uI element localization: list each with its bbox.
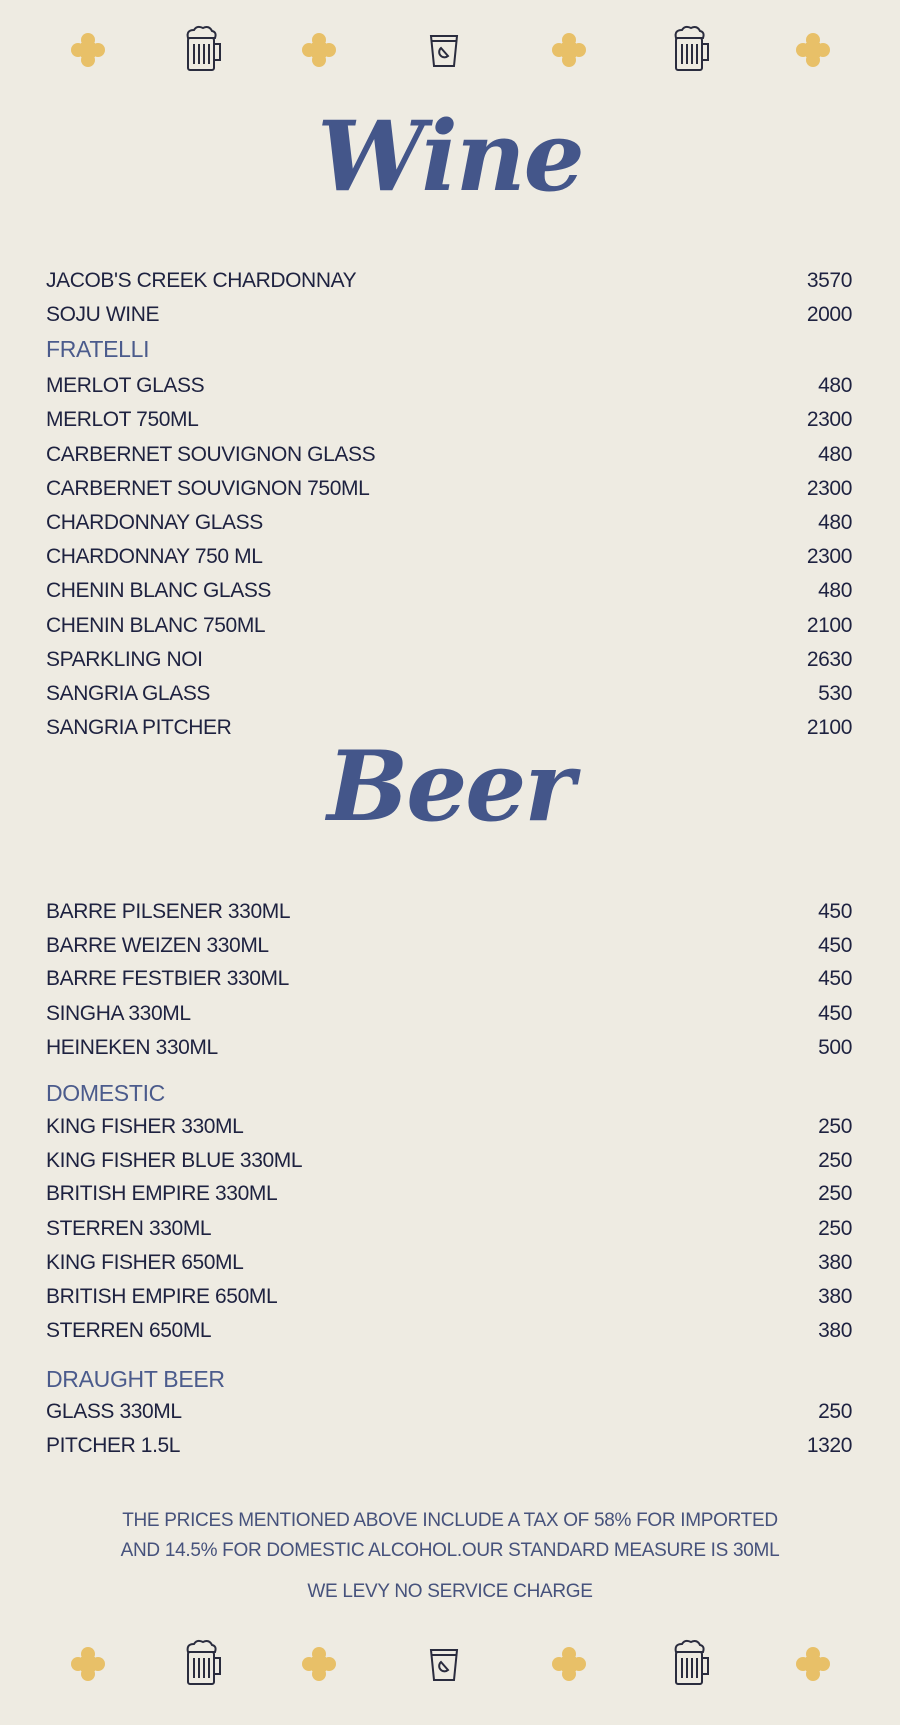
item-price: 250 [818,1182,852,1205]
item-name: MERLOT 750ML [46,408,199,431]
service-charge-note: WE LEVY NO SERVICE CHARGE [307,1581,593,1602]
item-price: 450 [818,967,852,990]
cross-ornament-icon [294,22,344,78]
item-name: CHENIN BLANC 750ML [46,614,266,637]
item-price: 250 [818,1115,852,1138]
domestic-heading: DOMESTIC [46,1080,165,1106]
menu-item [46,405,852,435]
item-price: 380 [818,1251,852,1274]
item-name: KING FISHER 650ML [46,1251,244,1274]
cross-ornament-icon [788,1636,838,1692]
item-price: 480 [818,443,852,466]
cross-ornament-icon [63,22,113,78]
item-name: STERREN 330ML [46,1217,212,1240]
item-name: BARRE PILSENER 330ML [46,900,291,923]
item-name: GLASS 330ML [46,1400,182,1423]
item-price: 250 [818,1400,852,1423]
item-name: CARBERNET SOUVIGNON 750ML [46,477,370,500]
glass-tumbler-icon [419,1636,469,1692]
item-name: SPARKLING NOI [46,648,203,671]
menu-item [46,266,852,296]
beer-mug-icon [666,1636,716,1692]
item-name: CHENIN BLANC GLASS [46,579,272,602]
menu-item [46,1282,852,1312]
menu-item [46,1431,852,1461]
item-price: 2100 [806,614,852,637]
glass-tumbler-icon [419,22,469,78]
menu-item [46,576,852,606]
item-name: BARRE WEIZEN 330ML [46,934,269,957]
menu-item [46,542,852,572]
menu-item [46,1112,852,1142]
menu-item [46,440,852,470]
item-price: 530 [818,682,852,705]
item-price: 2300 [806,477,852,500]
item-name: CHARDONNAY GLASS [46,511,263,534]
item-price: 2000 [806,303,852,326]
cross-ornament-icon [544,1636,594,1692]
menu-item [46,645,852,675]
item-price: 2300 [806,545,852,568]
menu-item [46,897,852,927]
item-name: SANGRIA GLASS [46,682,211,705]
item-price: 450 [818,934,852,957]
menu-item [46,474,852,504]
cross-ornament-icon [63,1636,113,1692]
menu-item [46,1033,852,1063]
menu-item [46,1316,852,1346]
item-price: 380 [818,1319,852,1342]
item-name: MERLOT GLASS [46,374,205,397]
item-name: BRITISH EMPIRE 330ML [46,1182,278,1205]
menu-item [46,964,852,994]
item-name: KING FISHER BLUE 330ML [46,1149,303,1172]
item-name: CARBERNET SOUVIGNON GLASS [46,443,376,466]
item-price: 2630 [806,648,852,671]
item-price: 480 [818,374,852,397]
menu-item [46,1179,852,1209]
item-price: 250 [818,1149,852,1172]
menu-item [46,679,852,709]
tax-note-line-1: THE PRICES MENTIONED ABOVE INCLUDE A TAX OF 58% FOR IMPORTED [122,1510,778,1531]
menu-item [46,1214,852,1244]
menu-item [46,300,852,330]
item-name: SINGHA 330ML [46,1002,191,1025]
beer-title: Beer [327,730,573,843]
menu-item [46,931,852,961]
menu-item [46,611,852,641]
cross-ornament-icon [544,22,594,78]
item-name: SANGRIA PITCHER [46,716,232,739]
item-price: 480 [818,579,852,602]
tax-note-line-2: AND 14.5% FOR DOMESTIC ALCOHOL.OUR STANDARD MEASURE IS 30ML [120,1540,780,1561]
item-price: 450 [818,900,852,923]
item-name: CHARDONNAY 750 ML [46,545,263,568]
item-price: 480 [818,511,852,534]
item-name: BRITISH EMPIRE 650ML [46,1285,278,1308]
menu-item [46,999,852,1029]
item-price: 450 [818,1002,852,1025]
beer-mug-icon [178,22,228,78]
item-name: JACOB'S CREEK CHARDONNAY [46,269,357,292]
draught-heading: DRAUGHT BEER [46,1366,225,1392]
item-price: 250 [818,1217,852,1240]
item-price: 3570 [806,269,852,292]
item-price: 1320 [806,1434,852,1457]
menu-item [46,371,852,401]
menu-item [46,1146,852,1176]
item-price: 500 [818,1036,852,1059]
item-name: STERREN 650ML [46,1319,212,1342]
item-name: SOJU WINE [46,303,160,326]
wine-title: Wine [317,100,583,213]
item-price: 2100 [806,716,852,739]
menu-item [46,508,852,538]
menu-item [46,1397,852,1427]
fratelli-heading: FRATELLI [46,336,150,362]
bottom-ornament-row [0,1636,900,1696]
cross-ornament-icon [788,22,838,78]
beer-mug-icon [178,1636,228,1692]
top-ornament-row [0,22,900,82]
item-name: PITCHER 1.5L [46,1434,181,1457]
beer-mug-icon [666,22,716,78]
item-price: 2300 [806,408,852,431]
cross-ornament-icon [294,1636,344,1692]
menu-item [46,1248,852,1278]
item-price: 380 [818,1285,852,1308]
item-name: HEINEKEN 330ML [46,1036,218,1059]
item-name: BARRE FESTBIER 330ML [46,967,289,990]
item-name: KING FISHER 330ML [46,1115,244,1138]
